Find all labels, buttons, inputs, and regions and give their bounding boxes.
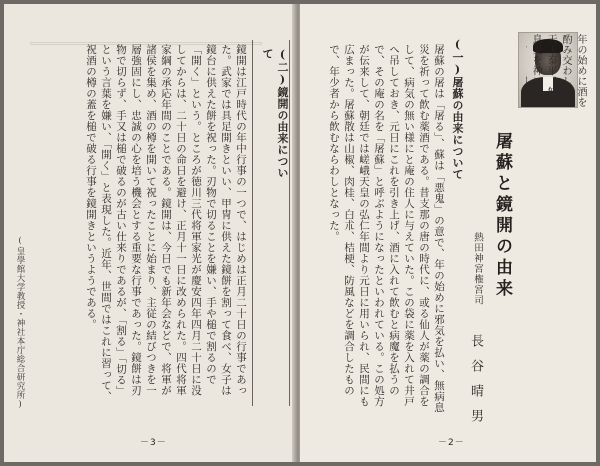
left-page [4,4,296,462]
author-affiliation: 熱田神宮権宮司 [472,232,483,306]
right-page [300,4,596,462]
left-page-number: －3－ [140,438,167,448]
left-body-text: 鏡開は江戸時代の年中行事の一つで、はじめは正月二十日の行事であった。武家では具足開きといい、甲冑に供えた鏡餅を割って食べ、女子は鏡台に供えた餅を祝った。刃物で切ることを嫌い、手や槌で割るので「開く」という。ところが徳川三代将軍家光が慶安四年四月二十日に没してからは、二十日の命日を避け、正月十一日に改められた。四代将軍家綱の承応年間のことである。鏡開は、今日でも新年会などで、将軍が諸侯を集め、酒の樽を開いて祝ったことに始まり、主従の結びつきを一層強固にし、忠誠の心を培う機会とする重要な行事であった。鏡餅は刃物で切らず、手又は槌で破るのが古い仕来りであるが、「割る」「切る」という言葉を嫌い、「開く」と表現した。近年、世間ではこれに習って、祝酒の樽の蓋を槌で破る行事を鏡開きというようである。 [85,44,247,402]
intro-text: 年の始めに酒を酌み交わして、天下泰平、無病息災を神に祈 [530,34,586,108]
right-section-heading: (一)屠蘇の由来について [451,38,464,180]
article-title: 屠蘇と鏡開の由来 [492,132,512,300]
author-attribution: (皇學館大学教授・神社本庁総合研究所) [15,236,25,410]
intro-text-upper [530,112,588,208]
author-name: 長谷晴男 [468,334,483,434]
right-body-text: 屠蘇の屠は「屠る」、蘇は「悪鬼」の意で、年の始めに邪気を払い、無病息災を祈って飲む薬酒である。昔支那の唐の時代に、或る仙人が薬の調合をして、病気の無い様にと庵の住人に与えていた。この袋に薬を入れて井戸へ吊しておき、元日にこれを引き上げ、酒に入れて飲むと病魔を払うので、その庵の名を「屠蘇」と呼ぶようになったといわれている。この処方が伝来して、朝廷では嵯峨天皇の弘仁年間より元日に用いられ、民間にも広まった。屠蘇散は山椒、肉桂、白朮、桔梗、防風などを調合したもので、年少者から飲むならわしとなった。 [328,44,445,413]
left-section-heading: (二)鏡開の由来について [261,48,289,179]
right-page-number: －2－ [438,438,465,448]
